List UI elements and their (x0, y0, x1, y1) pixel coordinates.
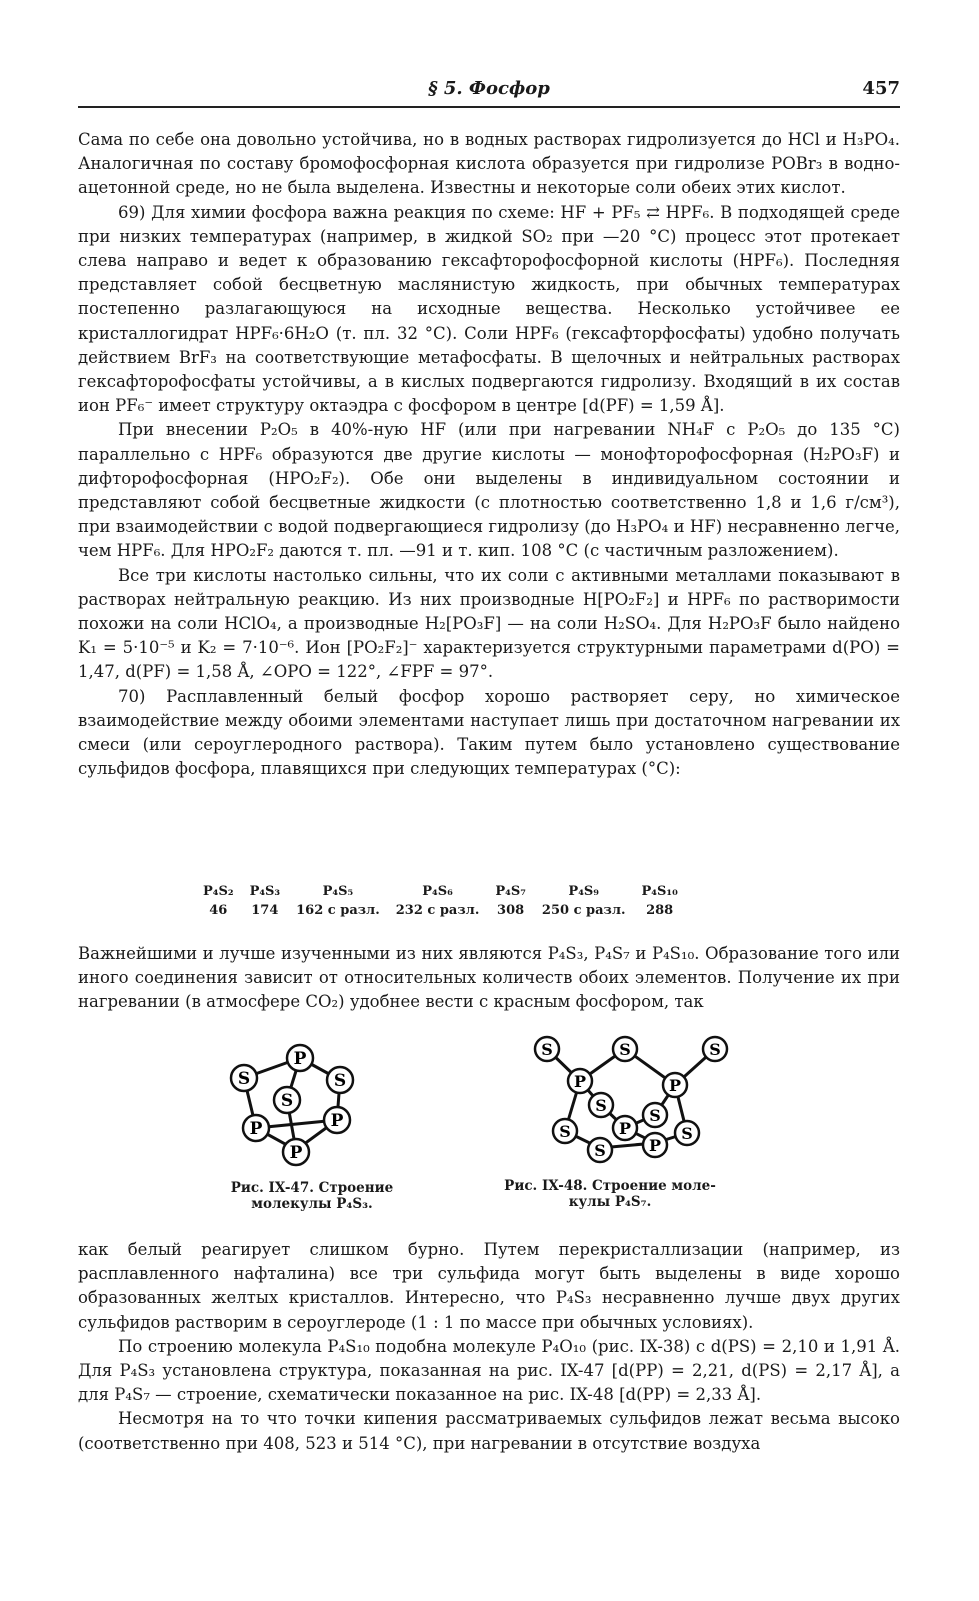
page-number: 457 (862, 78, 900, 99)
atom-p (663, 1073, 687, 1097)
atom-label: S (709, 1040, 721, 1059)
atom-s (589, 1093, 613, 1117)
atom-s (231, 1065, 257, 1091)
table-cell: 250 с разл. (541, 903, 626, 918)
paragraph: По строению молекула P₄S₁₀ подобна молекуле P₄O₁₀ (рис. IX-38) с d(PS) = 2,10 и 1,91 Å. Для P₄S₃ установлена структура, показанная на рис. IX-47 [d(PP) = 2,21, d(PS) = 2,17 Å], а для P₄S₇ — строение, схематически показанное на рис. IX-48 [d(PP) = 2,33 Å]. (78, 1336, 900, 1405)
atom-label: P (293, 1049, 307, 1069)
body-text-middle (78, 942, 900, 1015)
caption-line: молекулы P₄S₃. (251, 1196, 373, 1212)
sulfide-melting-table (195, 882, 686, 920)
figure-p4s3-structure (222, 1040, 372, 1170)
atom-p (568, 1069, 592, 1093)
table-cell: P₄S₇ (495, 884, 526, 899)
table-cell: P₄S₃ (249, 884, 281, 899)
table-row (195, 882, 686, 901)
table-cell: 174 (251, 903, 279, 918)
atom-label: S (595, 1096, 607, 1115)
atom-p (324, 1107, 350, 1133)
page-header (78, 72, 900, 108)
caption-line: Рис. IX-48. Строение моле- (504, 1178, 716, 1194)
atom-label: P (648, 1136, 662, 1155)
table-cell: 308 (497, 903, 525, 918)
atom-label: P (249, 1119, 263, 1139)
atom-s (675, 1121, 699, 1145)
atom-label: P (668, 1076, 682, 1095)
atom-p (243, 1115, 269, 1141)
body-text-top (78, 128, 900, 781)
paragraph: Несмотря на то что точки кипения рассматриваемых сульфидов лежат весьма высоко (соответственно при 408, 523 и 514 °C), при нагревании в отсутствие воздуха (78, 1409, 900, 1453)
atom-label: S (559, 1122, 571, 1141)
atom-s (327, 1067, 353, 1093)
table-cell: 46 (209, 903, 228, 918)
atom-label: S (333, 1071, 347, 1091)
atom-p (613, 1116, 637, 1140)
atom-label: P (618, 1119, 632, 1138)
p4s3-molecule-diagram (222, 1040, 372, 1170)
header-rule (78, 106, 900, 108)
atom-label: S (237, 1069, 251, 1089)
atom-label: S (280, 1091, 294, 1111)
atom-label: S (619, 1040, 631, 1059)
atom-s (588, 1138, 612, 1162)
table-cell: P₄S₂ (203, 884, 234, 899)
table-cell: P₄S₁₀ (641, 884, 678, 899)
atom-s (535, 1037, 559, 1061)
atom-label: S (594, 1141, 606, 1160)
paragraph: Важнейшими и лучше изученными из них являются P₄S₃, P₄S₇ и P₄S₁₀. Образование того или иного соединения зависит от относительных количеств обоих элементов. Получение их при нагревании (в атмосфере CO₂) удобнее вести с красным фосфором, так (78, 944, 900, 1012)
paragraph: как белый реагирует слишком бурно. Путем перекристаллизации (например, из расплавленного нафталина) все три сульфида могут быть выделены в виде хорошо образованных желтых кристаллов. Интересно, что P₄S₃ несравненно лучше двух других сульфидов растворим в сероуглероде (1 : 1 по массе при обычных условиях). (78, 1240, 900, 1332)
running-title: § 5. Фосфор (428, 78, 550, 99)
paragraph: При внесении P₂O₅ в 40%-ную HF (или при нагревании NH₄F с P₂O₅ до 135 °C) параллельно с HPF₆ образуются две другие кислоты — монофторофосфорная (H₂PO₃F) и дифторофосфорная (HPO₂F₂). Обе они выделены в индивидуальном состоянии и представляют собой бесцветные жидкости (с плотностью соответственно 1,8 и 1,6 г/см³), при взаимодействии с водой подвергающиеся гидролизу (до H₃PO₄ и HF) несравненно легче, чем HPF₆. Для HPO₂F₂ даются т. пл. —91 и т. кип. 108 °C (с частичным разложением). (78, 420, 900, 561)
table-cell: 162 с разл. (296, 903, 380, 918)
atom-s (703, 1037, 727, 1061)
paragraph: Все три кислоты настолько сильны, что их соли с активными металлами показывают в растворах нейтральную реакцию. Из них производные H[PO₂F₂] и HPF₆ по растворимости похожи на соли HClO₄, а производные H₂[PO₃F] — на соли H₂SO₄. Для H₂PO₃F было найдено K₁ = 5·10⁻⁵ и K₂ = 7·10⁻⁶. Ион [PO₂F₂]⁻ характеризуется структурными параметрами d(PO) = 1,47, d(PF) = 1,58 Å, ∠OPO = 122°, ∠FPF = 97°. (78, 565, 900, 682)
table-cell: 288 (646, 903, 674, 918)
atom-p (287, 1045, 313, 1071)
table-cell: P₄S₅ (322, 884, 354, 899)
p4s7-molecule-diagram (525, 1033, 735, 1173)
atom-p (643, 1133, 667, 1157)
table-cell: P₄S₆ (422, 884, 453, 899)
paragraph: Сама по себе она довольно устойчива, но в водных растворах гидролизуется до HCl и H₃PO₄. Аналогичная по составу бромофосфорная кислота образуется при гидролизе POBr₃ в водно-ацетонной среде, но не была выделена. Известны и некоторые соли обеих этих кислот. (78, 130, 900, 198)
atom-label: P (289, 1143, 303, 1163)
atom-label: P (330, 1111, 344, 1131)
table-cell: P₄S₉ (568, 884, 599, 899)
atom-p (283, 1139, 309, 1165)
paragraph: 69) Для химии фосфора важна реакция по схеме: HF + PF₅ ⇄ HPF₆. В подходящей среде при низких температурах (например, в жидкой SO₂ при —20 °C) процесс этот протекает слева направо и ведет к образованию гексафторофосфорной кислоты (HPF₆). Последняя представляет собой бесцветную маслянистую жидкость, при обычных температурах постепенно разлагающуюся на исходные вещества. Несколько устойчивее ее кристаллогидрат HPF₆·6H₂O (т. пл. 32 °C). Соли HPF₆ (гексафторфосфаты) удобно получать действием BrF₃ на соответствующие метафосфаты. В щелочных и нейтральных растворах гексафторофосфаты устойчивы, а в кислых подвергаются гидролизу. Входящий в их состав ион PF₆⁻ имеет структуру октаэдра с фосфором в центре [d(PF) = 1,59 Å]. (78, 202, 900, 416)
figure-p4s7-structure (525, 1033, 735, 1173)
table-cell: 232 с разл. (395, 903, 480, 918)
atom-s (553, 1119, 577, 1143)
table-row (195, 901, 686, 920)
caption-line: кулы P₄S₇. (568, 1194, 652, 1210)
atom-label: S (541, 1040, 553, 1059)
figure-caption-ix47 (212, 1180, 412, 1212)
atom-s (613, 1037, 637, 1061)
atom-label: S (681, 1124, 693, 1143)
atom-s (643, 1103, 667, 1127)
caption-line: Рис. IX-47. Строение (230, 1180, 394, 1196)
paragraph: 70) Расплавленный белый фосфор хорошо растворяет серу, но химическое взаимодействие между обоими элементами наступает лишь при достаточном нагревании их смеси (или сероуглеродного раствора). Таким путем было установлено существование сульфидов фосфора, плавящихся при следующих температурах (°C): (78, 686, 900, 779)
body-text-bottom (78, 1238, 900, 1456)
atom-label: S (649, 1106, 661, 1125)
atom-s (274, 1087, 300, 1113)
figure-caption-ix48 (500, 1178, 720, 1210)
atom-label: P (573, 1072, 587, 1091)
